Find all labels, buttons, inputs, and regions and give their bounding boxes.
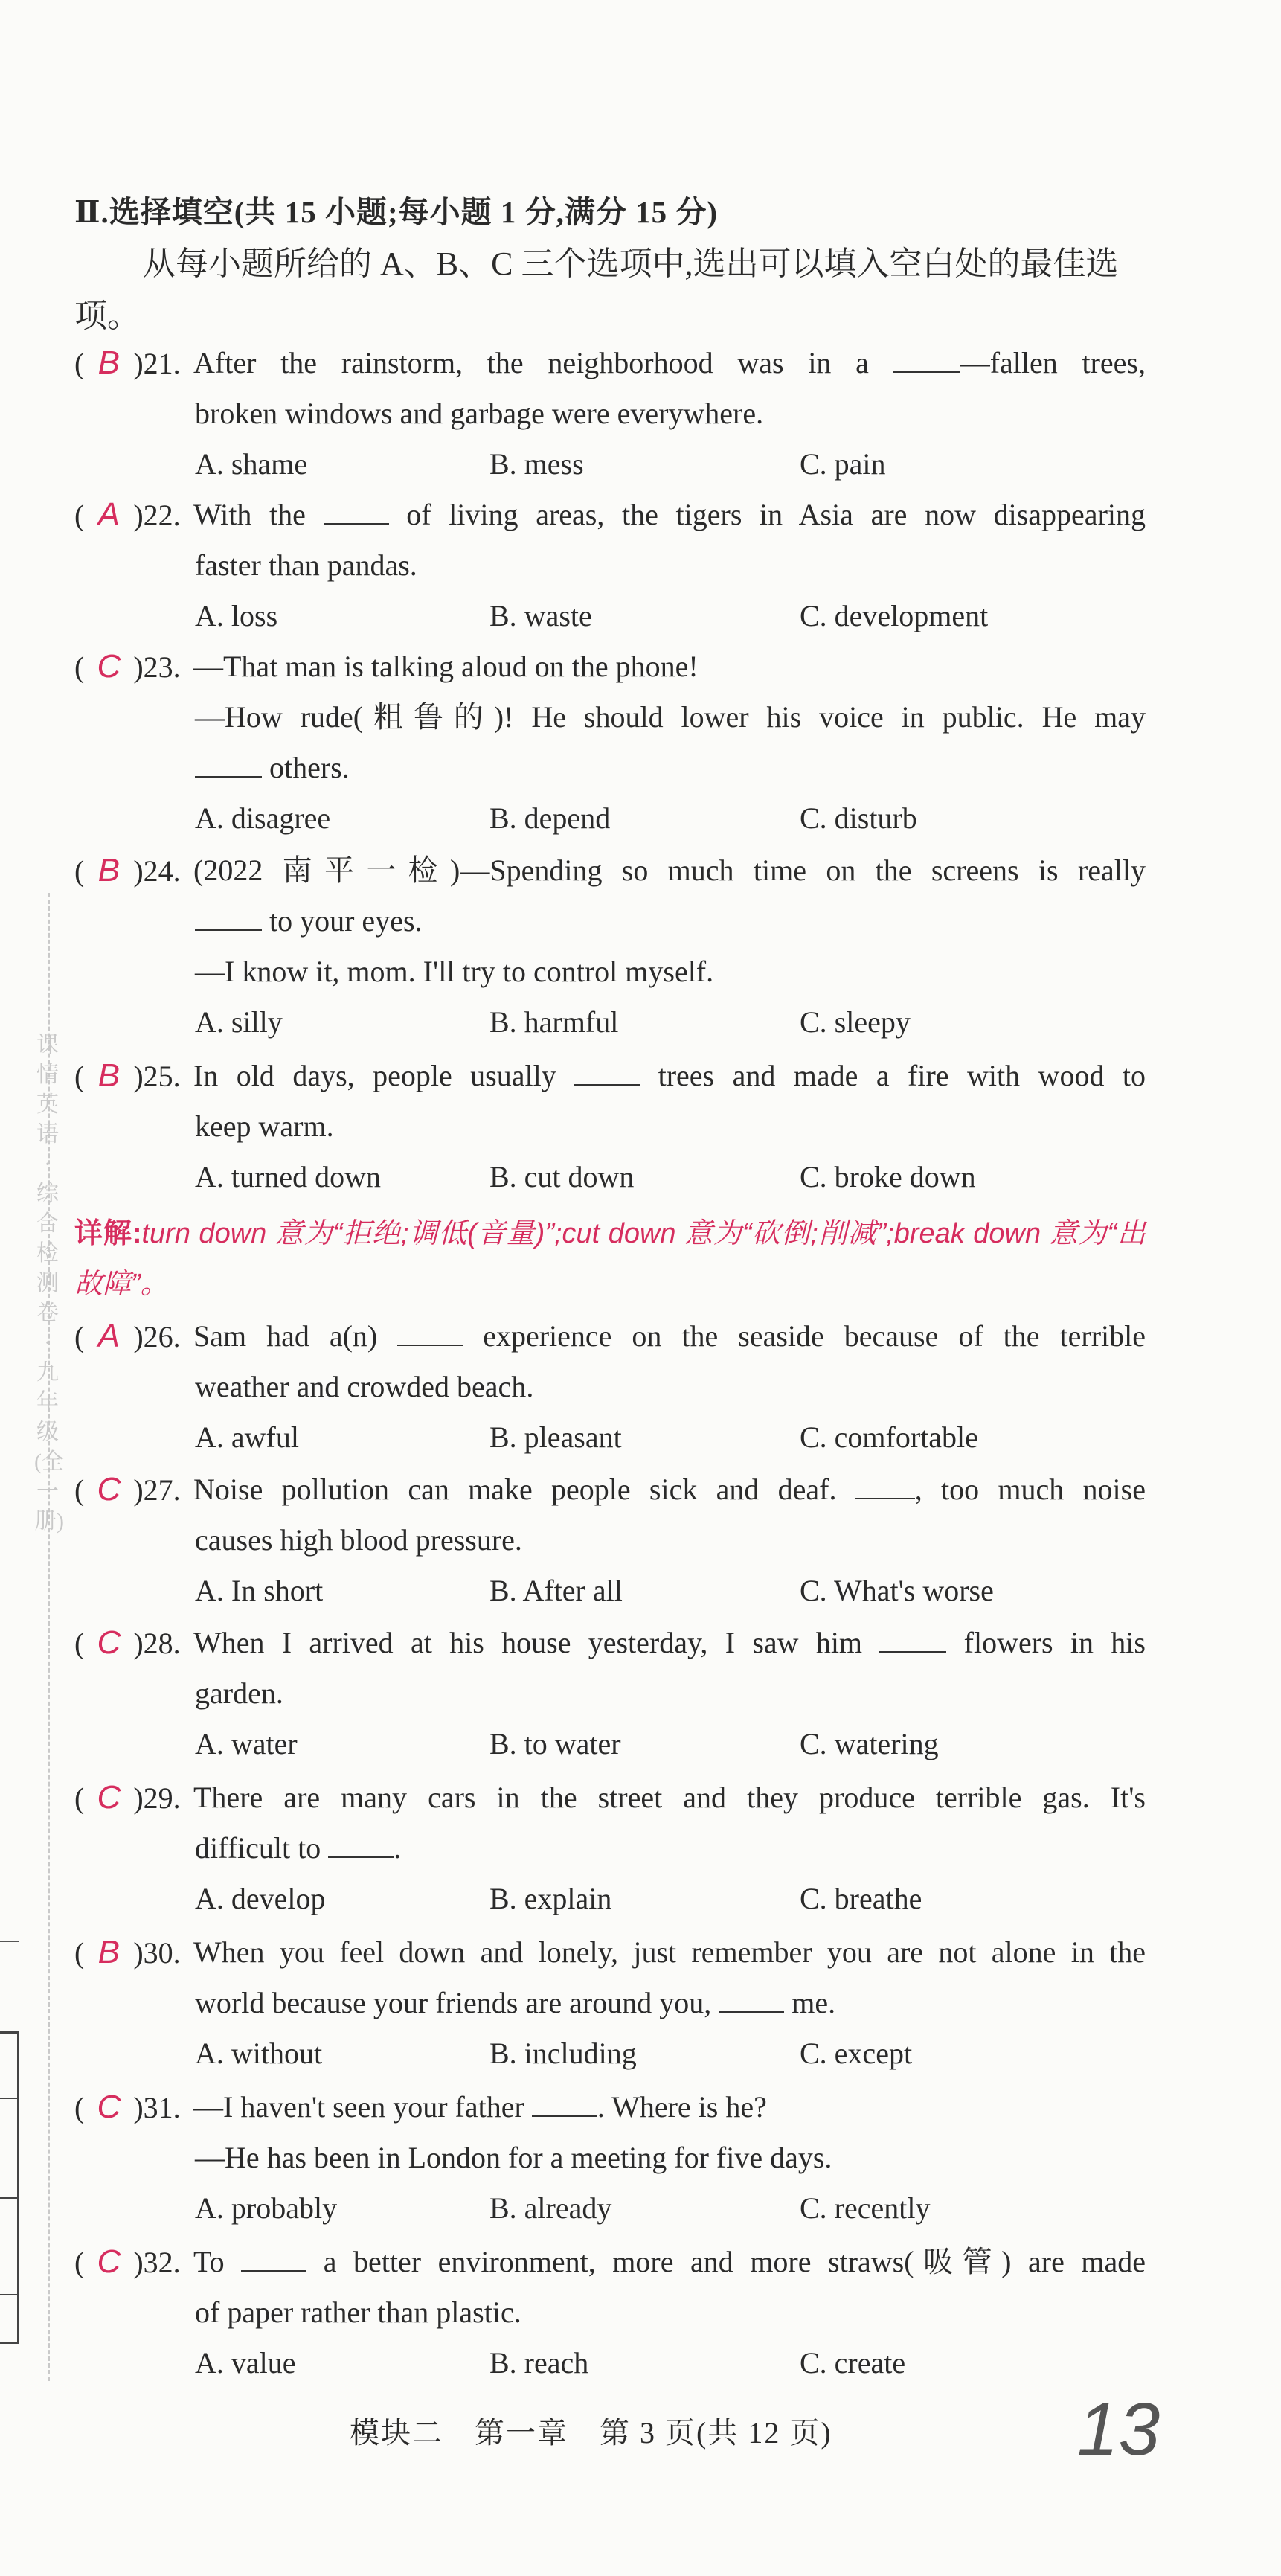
options-22 [74,591,1146,641]
blank [879,1629,946,1653]
answer-22: A [97,496,120,533]
option-c: C. sleepy [800,1005,911,1039]
answer-29: C [97,1779,121,1816]
option-b: B. harmful [489,1005,619,1039]
option-c: C. broke down [800,1160,976,1194]
stem-23: —That man is talking aloud on the phone! [193,650,699,683]
option-b: B. depend [489,801,611,835]
option-b: B. explain [489,1882,612,1915]
question-22: ( A )22. With the of living areas, the tigers in Asia are now disappearing faster than pandas. A. loss B. waste C. development [74,490,1146,641]
blank [855,1476,915,1499]
options-25 [74,1152,1146,1202]
page-footer: 模块二 第一章 第 3 页(共 12 页) [350,2416,832,2450]
explanation-text: turn down 意为“拒绝;调低(音量)”;cut down 意为“砍倒;削减”;break down 意为“出故障”。 [74,1218,1146,1300]
question-27: ( C )27. Noise pollution can make people sick and deaf. , too much noise causes high blood pressure. A. In short B. After all C. What's worse [74,1464,1146,1616]
question-21: ( B )21. After the rainstorm, the neighborhood was in a —fallen trees, broken windows and garbage were everywhere. A. shame B. mess C. pain [74,338,1146,490]
stem-30: When you feel down and lonely, just remember you are not alone in the [193,1935,1146,1969]
question-26: ( A )26. Sam had a(n) experience on the seaside because of the terrible weather and crowded beach. A. awful B. pleasant C. comfortable [74,1311,1146,1463]
section-title: Ⅱ.选择填空(共 15 小题;每小题 1 分,满分 15 分) [74,195,719,229]
option-b: B. waste [489,599,592,632]
answer-27: C [97,1471,121,1508]
stem-27: Noise pollution can make people sick and deaf. , too much noise [193,1473,1146,1506]
side-book-title: 课情英语·综合检测卷·九年级(全一册) [34,1033,64,1534]
option-c: C. comfortable [800,1420,978,1454]
option-c: C. except [800,2037,913,2070]
option-c: C. pain [800,447,886,481]
option-a: A. shame [195,447,308,481]
options-23 [74,793,1146,844]
options-26 [74,1412,1146,1463]
blank [328,1834,394,1858]
explanation-label: 详解: [74,1218,142,1249]
option-a: A. develop [195,1882,326,1915]
option-c: C. recently [800,2191,931,2225]
option-a: A. disagree [195,801,331,835]
option-c: C. watering [800,1727,939,1760]
option-b: B. to water [489,1727,621,1760]
stem-25: In old days, people usually trees and made a fire with wood to [193,1059,1146,1092]
margin-mark [0,1941,19,1942]
options-31 [74,2183,1146,2234]
options-24 [74,997,1146,1048]
answer-31: C [97,2089,121,2125]
option-a: A. silly [195,1005,283,1039]
blank [893,349,960,373]
blank [574,1062,640,1086]
option-a: A. without [195,2037,323,2070]
option-b: B. After all [489,1574,623,1607]
answer-21: B [97,345,120,381]
option-a: A. water [195,1727,298,1760]
blank [532,2093,597,2117]
stem-28: When I arrived at his house yesterday, I saw him flowers in his [193,1626,1146,1659]
answer-32: C [97,2243,121,2280]
question-23: ( C )23. —That man is talking aloud on the phone! —How rude(粗鲁的)! He should lower his voice in public. He may others. A. disagree B. depend C. disturb [74,641,1146,844]
page-number: 13 [1077,2388,1160,2471]
margin-box [0,2031,19,2344]
option-a: A. loss [195,599,278,632]
options-28 [74,1719,1146,1769]
option-a: A. turned down [195,1160,381,1194]
option-b: B. reach [489,2346,589,2380]
stem-21: After the rainstorm, the neighborhood was in a —fallen trees, [193,346,1146,379]
option-a: A. In short [195,1574,324,1607]
answer-28: C [97,1624,121,1661]
option-a: A. probably [195,2191,338,2225]
option-c: C. What's worse [800,1574,994,1607]
blank [195,754,262,778]
blank [241,2248,306,2272]
option-a: A. awful [195,1420,299,1454]
stem-29: There are many cars in the street and they produce terrible gas. It's [193,1781,1146,1814]
option-c: C. create [800,2346,906,2380]
option-b: B. including [489,2037,637,2070]
explanation [74,1208,1146,1310]
question-31: ( C )31. —I haven't seen your father . Where is he? —He has been in London for a meeting for five days. A. probably B. already C. recently [74,2082,1146,2234]
option-b: B. mess [489,447,584,481]
question-30: ( B )30. When you feel down and lonely, just remember you are not alone in the world because your friends are around you, me. A. without B. including C. except [74,1927,1146,2079]
blank [195,907,262,931]
stem-26: Sam had a(n) experience on the seaside because of the terrible [193,1319,1146,1353]
question-29: ( C )29. There are many cars in the street and they produce terrible gas. It's difficult to . A. develop B. explain C. breathe [74,1772,1146,1924]
question-28: ( C )28. When I arrived at his house yesterday, I saw him flowers in his garden. A. water B. to water C. watering [74,1618,1146,1769]
stem-31: —I haven't seen your father . Where is he? [193,2090,767,2124]
option-c: C. breathe [800,1882,922,1915]
blank [324,501,389,525]
option-a: A. value [195,2346,296,2380]
stem-24: (2022 南平一检)—Spending so much time on the screens is really [193,853,1146,887]
question-24: ( B )24. (2022 南平一检)—Spending so much time on the screens is really to your eyes. —I know it, mom. I'll try to control myself. A. silly B. harmful C. sleepy [74,845,1146,1048]
options-32 [74,2338,1146,2388]
answer-26: A [97,1318,120,1354]
answer-25: B [97,1057,120,1094]
stem-22: With the of living areas, the tigers in Asia are now disappearing [193,498,1146,531]
answer-30: B [97,1934,120,1970]
option-b: B. pleasant [489,1420,622,1454]
option-b: B. cut down [489,1160,635,1194]
options-29 [74,1874,1146,1924]
answer-23: C [97,648,121,685]
options-30 [74,2028,1146,2079]
answer-24: B [97,852,120,888]
option-c: C. disturb [800,801,917,835]
instruction: 从每小题所给的 A、B、C 三个选项中,选出可以填入空白处的最佳选项。 [74,246,1119,334]
blank [719,1989,784,2013]
stem-32: To a better environment, more and more straws(吸管) are made [193,2245,1146,2278]
options-27 [74,1566,1146,1616]
blank [397,1322,463,1346]
option-b: B. already [489,2191,612,2225]
option-c: C. development [800,599,989,632]
question-32: ( C )32. To a better environment, more and more straws(吸管) are made of paper rather than plastic. A. value B. reach C. create [74,2237,1146,2388]
options-21 [74,439,1146,490]
question-25: ( B )25. In old days, people usually trees and made a fire with wood to keep warm. A. turned down B. cut down C. broke down [74,1051,1146,1202]
